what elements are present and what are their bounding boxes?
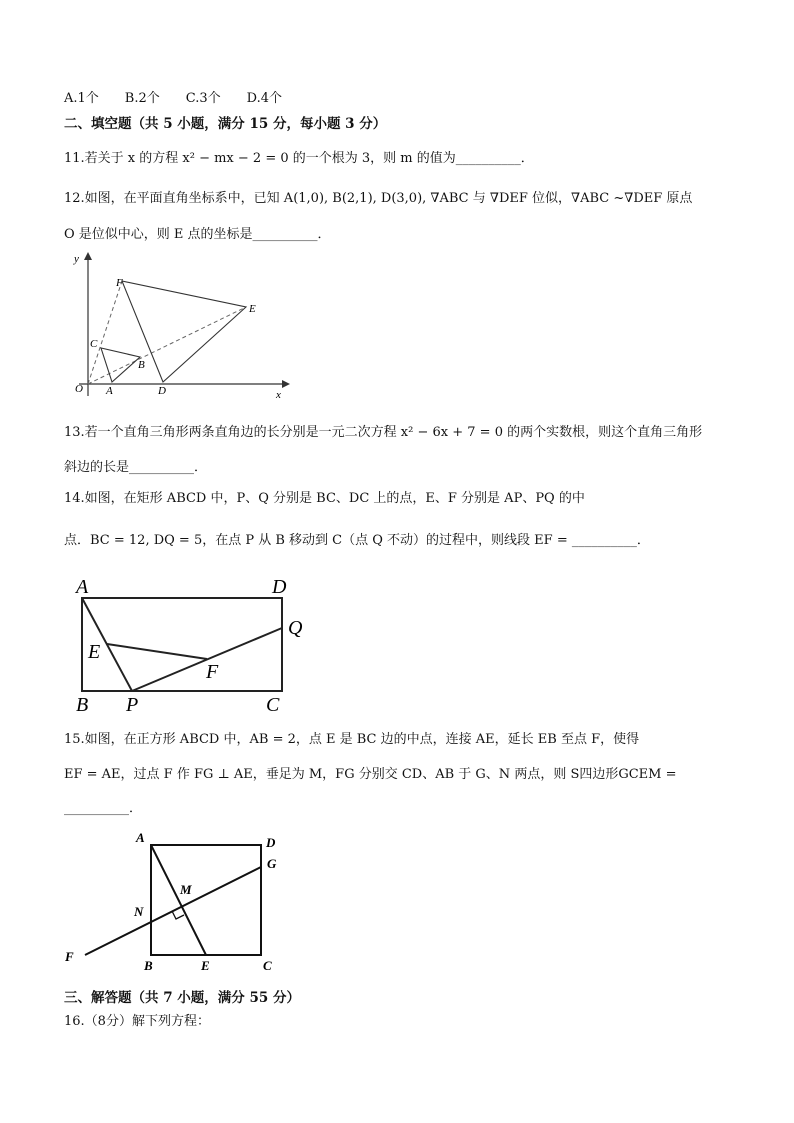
label-B: B <box>144 958 153 973</box>
question-14-line2: 点．BC = 12, DQ = 5，在点 P 从 B 移动到 C（点 Q 不动）的过程中，则线段 EF = __________． <box>64 533 650 548</box>
question-15-line3: __________． <box>64 801 143 816</box>
label-F: F <box>65 949 74 964</box>
x-axis-arrow <box>282 380 290 388</box>
label-F: F <box>116 277 123 289</box>
label-B: B <box>76 694 89 716</box>
square-abcd <box>151 845 261 955</box>
question-16: 16.（8分）解下列方程： <box>64 1014 210 1029</box>
question-13-line1: 13.若一个直角三角形两条直角边的长分别是一元二次方程 x² − 6x + 7 = 0 的两个实数根，则这个直角三角形 <box>64 425 703 440</box>
figure-q15 <box>62 828 292 976</box>
label-D: D <box>266 835 276 850</box>
question-11: 11.若关于 x 的方程 x² − mx − 2 = 0 的一个根为 3，则 m 的值为__________． <box>64 151 534 166</box>
question-14-line1: 14.如图，在矩形 ABCD 中，P、Q 分别是 BC、DC 上的点，E、F 分别是 AP、PQ 的中 <box>64 491 585 506</box>
label-M: M <box>180 882 192 897</box>
ray-to-F <box>88 281 122 384</box>
label-D: D <box>272 576 287 598</box>
label-x: x <box>276 389 281 401</box>
label-C: C <box>263 958 272 973</box>
segment-ae <box>151 845 206 955</box>
label-N: N <box>134 904 144 919</box>
right-angle-mark <box>172 911 184 919</box>
figure-q14 <box>64 570 324 718</box>
label-A: A <box>106 385 113 397</box>
question-12-line2: O 是位似中心，则 E 点的坐标是__________． <box>64 227 331 242</box>
section3-heading: 三、解答题（共 7 小题，满分 55 分） <box>64 990 300 1006</box>
label-A: A <box>136 830 145 845</box>
question-13-line2: 斜边的长是__________． <box>64 460 208 475</box>
label-F: F <box>206 661 219 683</box>
q10-options: A.1个 B.2个 C.3个 D.4个 <box>64 91 282 106</box>
label-E: E <box>88 641 101 663</box>
triangle-abc <box>101 348 140 382</box>
segment-ef <box>107 644 207 659</box>
label-O: O <box>75 383 83 395</box>
label-Q: Q <box>288 617 303 639</box>
question-12-line1: 12.如图，在平面直角坐标系中，已知 A(1,0), B(2,1), D(3,0), ∇ABC 与 ∇DEF 位似，∇ABC ~∇DEF 原点 <box>64 191 693 206</box>
segment-fg <box>85 867 261 955</box>
label-y: y <box>74 253 79 265</box>
label-B: B <box>138 359 145 371</box>
label-P: P <box>126 694 139 716</box>
label-E: E <box>201 958 210 973</box>
question-15-line1: 15.如图，在正方形 ABCD 中，AB = 2，点 E 是 BC 边的中点，连接 AE，延长 EB 至点 F，使得 <box>64 732 640 747</box>
ray-to-E <box>88 307 246 384</box>
label-C: C <box>266 694 280 716</box>
question-15-line2: EF = AE，过点 F 作 FG ⊥ AE，垂足为 M，FG 分别交 CD、AB 于 G、N 两点，则 S四边形GCEM = <box>64 767 677 782</box>
y-axis-arrow <box>84 252 92 260</box>
label-C: C <box>90 338 98 350</box>
figure-q12 <box>64 250 294 402</box>
label-D: D <box>158 385 166 397</box>
label-A: A <box>76 576 89 598</box>
label-G: G <box>267 856 277 871</box>
label-E: E <box>249 303 256 315</box>
section2-heading: 二、填空题（共 5 小题，满分 15 分，每小题 3 分） <box>64 116 387 132</box>
